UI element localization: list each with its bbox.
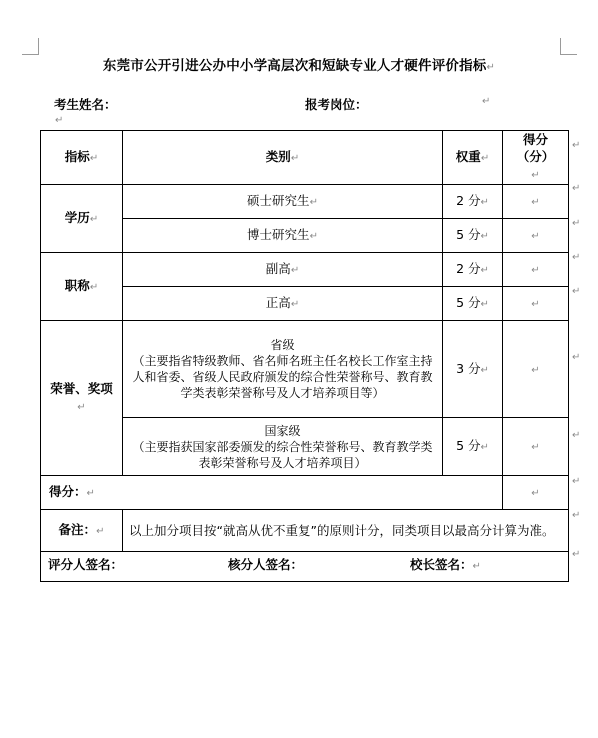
cell-mark-icon: ↵ — [290, 153, 300, 164]
header-score: 得分（分）↵ — [503, 131, 569, 185]
cell-mark-icon: ↵ — [77, 402, 86, 413]
checker-signature-label: 核分人签名： — [228, 557, 304, 572]
cell-mark-icon: ↵ — [480, 265, 489, 276]
category-cell: 硕士研究生↵ — [123, 185, 443, 219]
weight-cell: 2 分↵ — [443, 253, 503, 287]
cell-mark-icon: ↵ — [89, 282, 99, 293]
section-label-education: 学历↵ — [41, 185, 123, 253]
row-end-mark-icon: ↵ — [572, 140, 581, 151]
cell-mark-icon: ↵ — [86, 488, 95, 499]
cell-mark-icon: ↵ — [531, 364, 540, 376]
weight-cell: 5 分↵ — [443, 287, 503, 321]
score-cell — [503, 219, 569, 253]
level-label: 省级 — [270, 338, 295, 352]
score-cell — [503, 287, 569, 321]
header-indicator: 指标↵ — [41, 131, 123, 185]
section-label-title: 职称↵ — [41, 253, 123, 321]
level-detail: （主要指获国家部委颁发的综合性荣誉称号、教育教学类表彰荣誉称号及人才培养项目） — [132, 439, 433, 470]
cell-mark-icon: ↵ — [480, 299, 489, 310]
cell-mark-icon: ↵ — [89, 153, 99, 164]
score-cell — [503, 253, 569, 287]
category-cell: 正高↵ — [123, 287, 443, 321]
crop-mark-top-left — [22, 38, 39, 55]
cell-mark-icon: ↵ — [531, 231, 540, 242]
score-cell — [503, 418, 569, 476]
weight-cell: 5 分↵ — [443, 219, 503, 253]
table-row — [41, 185, 569, 219]
paragraph-mark-icon: ↵ — [472, 561, 481, 572]
total-score-label: 得分：↵ — [41, 476, 503, 510]
level-label: 国家级 — [264, 423, 301, 438]
cell-mark-icon: ↵ — [531, 488, 540, 499]
table-row — [41, 321, 569, 418]
header-category: 类别↵ — [123, 131, 443, 185]
section-label-honors: 荣誉、奖项↵ — [41, 321, 123, 476]
total-score-cell — [503, 476, 569, 510]
cell-mark-icon: ↵ — [96, 526, 105, 537]
cell-mark-icon: ↵ — [290, 299, 300, 310]
evaluation-table — [40, 130, 569, 552]
row-end-mark-icon: ↵ — [572, 286, 581, 297]
cell-mark-icon: ↵ — [480, 153, 490, 164]
category-cell — [123, 321, 443, 418]
principal-signature-label: 校长签名：↵ — [410, 557, 481, 572]
category-cell: 博士研究生↵ — [123, 219, 443, 253]
scorer-signature-label: 评分人签名： — [48, 557, 124, 572]
candidate-name-label: 考生姓名： — [54, 97, 117, 112]
row-end-mark-icon: ↵ — [572, 430, 581, 441]
crop-mark-top-right — [560, 38, 577, 55]
row-end-mark-icon: ↵ — [572, 183, 581, 194]
cell-mark-icon: ↵ — [531, 197, 540, 208]
category-cell: 副高↵ — [123, 253, 443, 287]
cell-mark-icon: ↵ — [531, 299, 540, 310]
row-end-mark-icon: ↵ — [572, 218, 581, 229]
table-header-row — [41, 131, 569, 185]
paragraph-mark-icon: ↵ — [482, 96, 491, 107]
cell-mark-icon: ↵ — [531, 442, 540, 453]
total-row — [41, 476, 569, 510]
table-row — [41, 253, 569, 287]
remark-label: 备注：↵ — [41, 510, 123, 552]
category-cell — [123, 418, 443, 476]
cell-mark-icon: ↵ — [89, 214, 99, 225]
row-end-mark-icon: ↵ — [572, 549, 581, 560]
document-title: 东莞市公开引进公办中小学高层次和短缺专业人才硬件评价指标↵ — [102, 58, 496, 74]
paragraph-mark-icon: ↵ — [486, 62, 496, 73]
cell-mark-icon: ↵ — [531, 170, 540, 181]
row-end-mark-icon: ↵ — [572, 252, 581, 263]
row-end-mark-icon: ↵ — [572, 352, 581, 363]
score-cell — [503, 321, 569, 418]
weight-cell: 5 分↵ — [443, 418, 503, 476]
cell-mark-icon: ↵ — [480, 442, 489, 453]
cell-mark-icon: ↵ — [309, 197, 318, 208]
weight-cell: 3 分↵ — [443, 321, 503, 418]
row-end-mark-icon: ↵ — [572, 476, 581, 487]
applied-post-label: 报考岗位： — [305, 97, 368, 112]
level-detail: （主要指省特级教师、省名师名班主任名校长工作室主持人和省委、省级人民政府颁发的综合性荣誉称号、教育教学类表彰荣誉称号及人才培养项目等） — [132, 354, 433, 400]
remark-text: 以上加分项目按“就高从优不重复”的原则计分，同类项目以最高分计算为准。 — [123, 510, 569, 552]
cell-mark-icon: ↵ — [309, 231, 318, 242]
row-end-mark-icon: ↵ — [572, 510, 581, 521]
cell-mark-icon: ↵ — [480, 231, 489, 242]
cell-mark-icon: ↵ — [480, 197, 489, 208]
header-weight: 权重↵ — [443, 131, 503, 185]
weight-cell: 2 分↵ — [443, 185, 503, 219]
score-cell — [503, 185, 569, 219]
cell-mark-icon: ↵ — [531, 265, 540, 276]
cell-mark-icon: ↵ — [480, 364, 489, 376]
paragraph-mark-icon: ↵ — [55, 115, 64, 126]
cell-mark-icon: ↵ — [290, 265, 300, 276]
